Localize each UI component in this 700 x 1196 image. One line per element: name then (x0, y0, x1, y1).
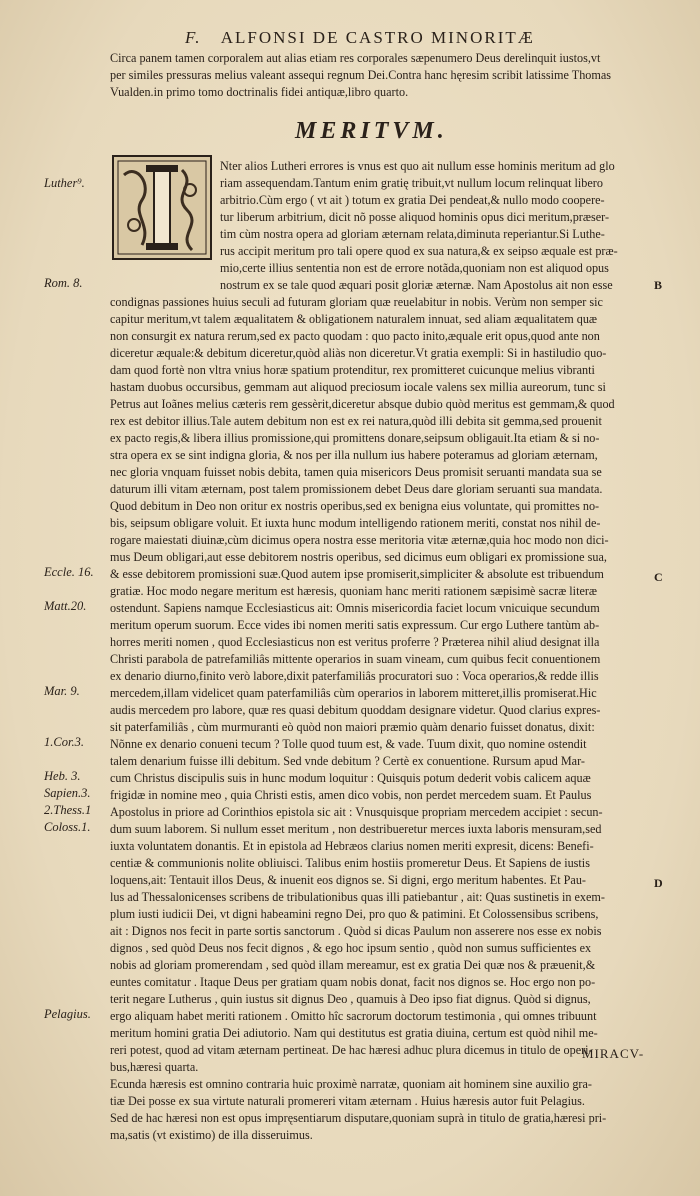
text-line: talem denarium fuisse illi debitum. Sed vnde debitum ? Certè ex conuentione. Rursum apud Mar- (110, 754, 585, 768)
intro-paragraph (110, 50, 655, 101)
margin-note: Eccle. 16. (44, 565, 94, 579)
text-line: & esse debitorem promissioni suæ.Quod autem ipse promiserit,simpliciter & absolute est tribuendum (110, 567, 604, 581)
catchword: MIRACV- (582, 1046, 645, 1061)
text-line: Vualden.in primo tomo doctrinalis fidei antiquæ,libro quarto. (110, 85, 409, 99)
running-title: ALFONSI DE CASTRO MINORITÆ (220, 28, 535, 47)
text-line: rex est debitor illius.Tale autem debitum non est ex rei natura,quòd illi debita sit gemma,sed prouenit (110, 414, 602, 428)
section-letter-d: D (654, 876, 663, 890)
folio-signature: F. (185, 28, 202, 47)
text-line: condignas passiones huius seculi ad futuram gloriam quæ reuelabitur in nobis. Verùm non semper sic (110, 295, 603, 309)
text-line: Circa panem tamen corporalem aut alias etiam res corporales sæpenumero Deus derelinquit iustos,vt (110, 51, 601, 65)
text-line: horres meriti nomen , quod Ecclesiasticus non est veritus proferre ? Præterea nihil aliud designat illa (110, 635, 600, 649)
text-line: frigidæ in nomine meo , quia Christi estis, amen dico vobis, non perdet mercedem suam. Et Paulus (110, 788, 592, 802)
text-line: ergo aliquam habet meriti rationem . Omitto hîc sacrorum doctorum testimonia , qui omnes tribuunt (110, 1009, 597, 1023)
margin-note: 2.Thess.1 (44, 803, 92, 817)
margin-note: Matt.20. (44, 599, 87, 613)
text-line: ma,satis (vt existimo) de illa disseruimus. (110, 1128, 313, 1142)
margin-note: Coloss.1. (44, 820, 91, 834)
text-line: riam assequendam.Tantum enim gratię tribuit,vt nullum locum relinquat libero (220, 176, 603, 190)
margin-note: Heb. 3. (44, 769, 81, 783)
text-line: Christi parabola de patrefamiliâs mittente operarios in suam vineam, cum quibus fecit conuentionem (110, 652, 601, 666)
text-line: mus Deum obligari,aut esse debitorem nostris operibus, sed dicimus eum obligari ex promissione sua, (110, 550, 607, 564)
text-line: hastam duobus occursibus, gemmam aut aliquod preciosum iocale valens sex millia aureorum, tunc si (110, 380, 606, 394)
text-line: mio,certe illius sententia non est de errore notãda,quoniam non est aliquod opus (220, 261, 609, 275)
text-line: euntes comitatur . Itaque Deus per gratiam quam nobis donat, facit nos dignos se. Hoc ergo non po- (110, 975, 596, 989)
margin-note: Sapien.3. (44, 786, 91, 800)
text-line: tiæ Dei posse ex sua virtute naturali promereri vitam æternam . Huius hæresis autor fuit Pelagius. (110, 1094, 585, 1108)
text-line: dum suum laborem. Si nullum esset meritum , non destribueretur merces iuxta laboris mensuram,sed (110, 822, 602, 836)
text-line: Apostolus in priore ad Corinthios epistola sic ait : Vnusquisque propriam mercedem accipiet : secun- (110, 805, 603, 819)
margin-note: 1.Cor.3. (44, 735, 84, 749)
text-line: iuxta voluntatem donantis. Et in epistola ad Hebræos clarius nomen meriti expresit, dicens: Benefi- (110, 839, 594, 853)
text-line: ex pacto regis,& libera illius promissione,qui promittens donare,seipsum obligauit.Ita etiam & si no- (110, 431, 600, 445)
text-line: ex denario diurno,finito verò labore,dixit paterfamiliâs procuratori suo : Voca operarios,& redde illis (110, 669, 599, 683)
text-line: tur liberum arbitrium, dicit nõ posse aliquod hominis opus dici meritum,præser- (220, 210, 610, 224)
text-line: dam quod fortè non vltra vnius horæ spatium protenditur, rex promitteret cuicunque melius vibranti (110, 363, 595, 377)
margin-note: Pelagius. (44, 1007, 91, 1021)
text-line: rogare maiestati diuinæ,cùm dicimus opera nostra esse meritoria vitæ æternæ,quia hoc modo non dici- (110, 533, 609, 547)
section-letter-b: B (654, 278, 663, 292)
text-line: nostrum ex se tale quod æquari posit gloriæ æternæ. Nam Apostolus ait non esse (220, 278, 613, 292)
text-line: rus accipit meritum pro tali opere quod ex sua natura,& ex seipso æquale est præ- (220, 244, 618, 258)
section-title: MERITVM. (295, 118, 448, 144)
text-line: Nõnne ex denario conueni tecum ? Tolle quod tuum est, & vade. Tuum dixit, quo nomine ostendit (110, 737, 587, 751)
text-line: lus ad Thessalonicenses scribens de tribulationibus quas illi patiebantur , ait: Quas sustinetis in exem- (110, 890, 605, 904)
text-line: ostendunt. Sapiens namque Ecclesiasticus ait: Omnis misericordia faciet locum vnicuique secundum (110, 601, 600, 615)
text-line: daturum illi vitam æternam, post talem promissionem debet Deus dare gloriam seruanti sua mandata. (110, 482, 603, 496)
text-line: meritum operum suorum. Ecce vides ibi nomen meriti satis expressum. Cur ergo Luthere tantùm ab- (110, 618, 600, 632)
text-line: Nter alios Lutheri errores is vnus est quo ait nullum esse hominis meritum ad glo (220, 159, 615, 173)
text-line: nec gloria vnquam fuisset nobis debita, tamen quia misericors Deus promisit seruanti mandata sua se (110, 465, 602, 479)
text-line: gratiæ. Hoc modo negare meritum est hæresis, quoniam hanc meriti rationem sæpisimè sacræ literæ (110, 584, 598, 598)
text-line: reri potest, quod ad vitam æternam pertineat. De hac hæresi adhuc plura dicemus in titulo de operi- (110, 1043, 593, 1057)
text-line: Ecunda hæresis est omnino contraria huic proximè narratæ, quoniam ait hominem sine auxilio gra- (110, 1077, 592, 1091)
margin-note: Mar. 9. (44, 684, 80, 698)
text-line: bis, seipsum obligare voluit. Et iuxta hunc modum intelligendo rationem meriti, constat nos nihil de- (110, 516, 601, 530)
text-line: meritum homini gratia Dei adiutorio. Nam qui destitutus est gratia diuina, certum est quòd nihil me- (110, 1026, 598, 1040)
text-line: cum Christus discipulis suis in hunc modum loquitur : Quisquis potum dederit vobis calicem aquæ (110, 771, 591, 785)
text-line: capitur meritum,vt talem æqualitatem & obligationem naturalem innuat, sed aliam æqualitatem quæ (110, 312, 598, 326)
section-letter-c: C (654, 570, 663, 584)
text-line: mercedem,illam videlicet quam paterfamiliâs cùm operarios in laborem mitteret,illis promiserat.Hic (110, 686, 597, 700)
text-line: per similes pressuras melius valeant assequi regnum Dei.Contra hanc hęresim scribit latissime Thomas (110, 68, 612, 82)
text-line: audis mercedem pro labore, quæ res quasi debitum quoddam designare videtur. Quod clarius expres- (110, 703, 601, 717)
text-line: sit paterfamiliâs , cùm murmuranti eò quòd non maiori præmio quàm denario fuisset donatus, dixit: (110, 720, 595, 734)
text-line: loquens,ait: Tentauit illos Deus, & inuenit eos dignos se. Si digni, ergo meritum habentes. Et Pau- (110, 873, 586, 887)
text-line: bus,hæresi quarta. (110, 1060, 199, 1074)
text-line: terit negare Lutherus , quin iustus sit dignus Deo , quamuis à Deo ipso fiat dignus. Quòd si dignus, (110, 992, 591, 1006)
text-line: Sed de hac hæresi non est opus impręsentiarum disputare,quoniam suprà in titulo de gratia,hæresi pri- (110, 1111, 607, 1125)
margin-note: Luther⁹. (44, 176, 85, 190)
text-line: tim cùm nostra opera ad gloriam æternam relata,diminuta reperiantur.Si Luthe- (220, 227, 605, 241)
main-text (110, 158, 655, 1144)
text-line: stra opera ex se sint indigna gloria, & nos per illa nullum ius habere poteramus ad gloriam æternam, (110, 448, 598, 462)
text-line: arbitrio.Cùm ergo ( vt ait ) totum ex gratia Dei pendeat,& nullo modo coopere- (220, 193, 605, 207)
text-line: Petrus aut Ioãnes melius cæteris rem gessèrit,diceretur absque dubio quòd meritus est gemmam,& quod (110, 397, 615, 411)
text-line: plum iusti iudicii Dei, vt digni habeamini regno Dei, pro quo & patimini. Et Colossensibus scribens, (110, 907, 599, 921)
running-header (185, 28, 625, 48)
text-line: ait : Dignos nos fecit in parte sortis sanctorum . Quòd si dicas Paulum non asserere nos esse ex nobis (110, 924, 602, 938)
text-line: diceretur æquale:& debitum diceretur,quòd aliàs non diceretur.Vt gratia exempli: Si in hastiludio quo- (110, 346, 607, 360)
text-line: nobis ad gloriam promerendam , sed quòd illam mereamur, est ex gratia Dei quæ nos & præuenit,& (110, 958, 596, 972)
margin-note: Rom. 8. (44, 276, 83, 290)
text-line: non consurgit ex natura rerum,sed ex pacto quodam : quo pacto inito,æquale erit opus,quod ante non (110, 329, 600, 343)
text-line: dignos , sed quòd Deus nos fecit dignos , & ego hoc ipsum sentio , quòd non sumus sufficientes ex (110, 941, 592, 955)
text-line: Quod debitum in Deo non oritur ex nostris operibus,sed ex benigna eius voluntate, qui promittes no- (110, 499, 600, 513)
text-line: centiæ & communionis nolite obliuisci. Talibus enim hostiis promeretur Deus. Et Sapiens de iustis (110, 856, 590, 870)
